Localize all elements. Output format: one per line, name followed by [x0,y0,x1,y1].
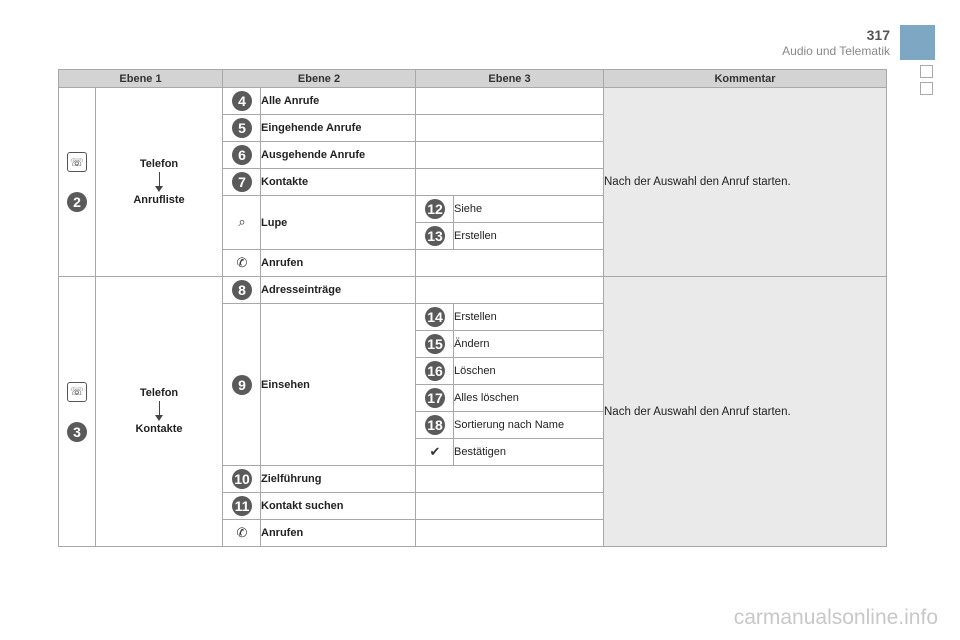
level4-label: Erstellen [454,223,604,250]
empty-cell [416,88,604,115]
page-number: 317 [866,27,890,43]
step-badge: 8 [232,280,252,300]
level2-cell [96,277,223,547]
badge-cell [223,493,261,520]
header-ebene-2: Ebene 2 [223,70,416,88]
handset-icon: ✆ [236,255,248,271]
empty-cell [416,250,604,277]
icon-cell [223,520,261,547]
level3-label: Alle Anrufe [261,88,416,115]
icon-cell [416,439,454,466]
phone-icon: ☏ [67,152,87,172]
badge-cell [223,142,261,169]
level3-label: Ausgehende Anrufe [261,142,416,169]
level1-cell [59,277,96,547]
icon-cell [223,250,261,277]
level4-label: Erstellen [454,304,604,331]
badge-cell [416,358,454,385]
level3-label: Kontakte [261,169,416,196]
badge-cell [223,466,261,493]
step-badge: 11 [232,496,252,516]
step-badge: 16 [425,361,445,381]
empty-cell [416,115,604,142]
level3-label: Zielführung [261,466,416,493]
empty-cell [416,169,604,196]
section-title: Audio und Telematik [782,44,890,58]
level4-label: Bestätigen [454,439,604,466]
level3-label: Kontakt suchen [261,493,416,520]
badge-cell [416,331,454,358]
step-badge: 3 [67,422,87,442]
level3-label: Anrufen [261,520,416,547]
page-marker-square [920,82,933,95]
empty-cell [416,277,604,304]
level3-label: Eingehende Anrufe [261,115,416,142]
header-kommentar: Kommentar [604,70,887,88]
level4-label: Löschen [454,358,604,385]
header-ebene-1: Ebene 1 [59,70,223,88]
badge-cell [416,196,454,223]
arrow-down-icon [155,401,163,421]
step-badge: 9 [232,375,252,395]
step-badge: 15 [425,334,445,354]
level3-label: Adresseinträge [261,277,416,304]
comment-cell: Nach der Auswahl den Anruf starten. [604,277,887,547]
comment-cell: Nach der Auswahl den Anruf starten. [604,88,887,277]
step-badge: 7 [232,172,252,192]
badge-cell [223,169,261,196]
watermark: carmanualsonline.info [733,606,938,629]
table-header-row [59,70,887,88]
header-ebene-3: Ebene 3 [416,70,604,88]
badge-cell [416,304,454,331]
step-badge: 12 [425,199,445,219]
badge-cell [223,115,261,142]
page-marker-square [920,65,933,78]
badge-cell [223,277,261,304]
empty-cell [416,520,604,547]
step-badge: 18 [425,415,445,435]
level3-label: Lupe [261,196,416,250]
step-badge: 13 [425,226,445,246]
level4-label: Siehe [454,196,604,223]
menu-structure-table [58,69,887,547]
level2-label: Telefon [139,157,179,170]
step-badge: 10 [232,469,252,489]
badge-cell [223,304,261,466]
level2-cell [96,88,223,277]
phone-icon: ☏ [67,382,87,402]
level4-label: Ändern [454,331,604,358]
table-row [59,88,887,115]
icon-cell [223,196,261,250]
empty-cell [416,142,604,169]
step-badge: 14 [425,307,445,327]
step-badge: 5 [232,118,252,138]
level2-sublabel: Anrufliste [133,193,185,206]
level2-sublabel: Kontakte [135,423,183,435]
level2-label: Telefon [139,387,179,399]
empty-cell [416,466,604,493]
level1-cell [59,88,96,277]
step-badge: 17 [425,388,445,408]
badge-cell [416,223,454,250]
badge-cell [416,412,454,439]
empty-cell [416,493,604,520]
chapter-tab [900,25,935,60]
handset-icon: ✆ [236,525,248,541]
level4-label: Alles löschen [454,385,604,412]
table-row [59,277,887,304]
check-icon: ✔ [429,444,441,460]
arrow-down-icon [155,172,163,192]
step-badge: 4 [232,91,252,111]
badge-cell [416,385,454,412]
step-badge: 6 [232,145,252,165]
level4-label: Sortierung nach Name [454,412,604,439]
step-badge: 2 [67,192,87,212]
level3-label: Anrufen [261,250,416,277]
badge-cell [223,88,261,115]
magnifier-list-icon: ⌕ [238,215,246,230]
level3-label: Einsehen [261,304,416,466]
